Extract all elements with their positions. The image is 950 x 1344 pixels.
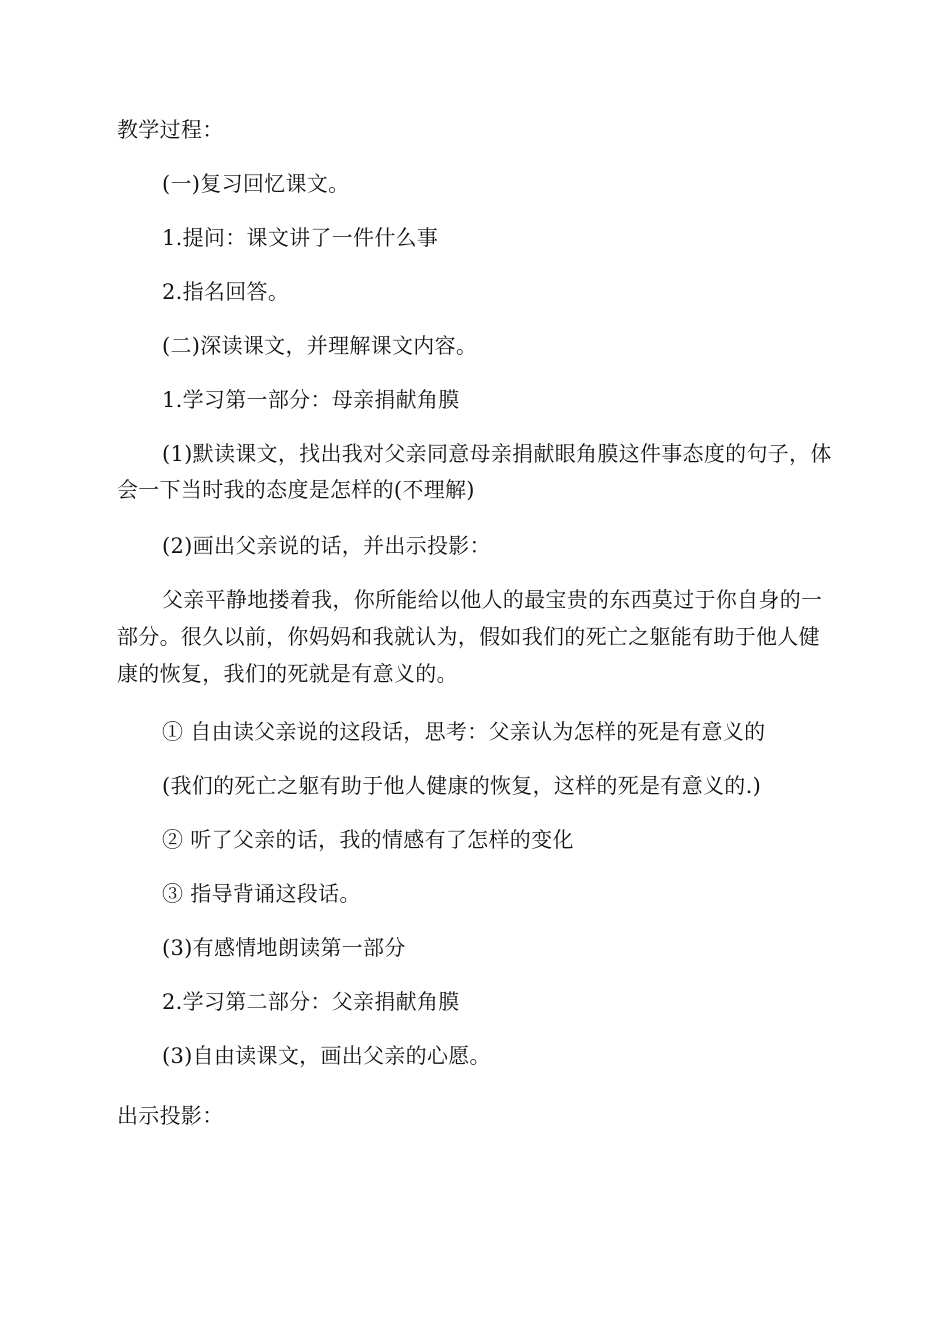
- paragraph-free-reading: (3)自由读课文，画出父亲的心愿。: [162, 1044, 491, 1068]
- paragraph-step-1: ① 自由读父亲说的这段话，思考：父亲认为怎样的死是有意义的: [162, 720, 766, 744]
- paragraph-show-projection: 出示投影：: [117, 1104, 224, 1128]
- paragraph-deep-reading: (二)深读课文，并理解课文内容。: [162, 334, 478, 358]
- paragraph-answer: 2.指名回答。: [162, 280, 290, 304]
- paragraph-step-2: ② 听了父亲的话，我的情感有了怎样的变化: [162, 828, 574, 852]
- paragraph-part-one: 1.学习第一部分：母亲捐献角膜: [162, 388, 460, 412]
- paragraph-part-two: 2.学习第二部分：父亲捐献角膜: [162, 990, 460, 1014]
- paragraph-question: 1.提问：课文讲了一件什么事: [162, 226, 439, 250]
- paragraph-father-words: (2)画出父亲说的话，并出示投影：: [162, 534, 491, 558]
- paragraph-silent-reading: (1)默读课文，找出我对父亲同意母亲捐献眼角膜这件事态度的句子，体会一下当时我的态度是怎样的(不理解): [117, 442, 832, 502]
- paragraph-read-aloud: (3)有感情地朗读第一部分: [162, 936, 406, 960]
- paragraph-step-1-answer: (我们的死亡之躯有助于他人健康的恢复，这样的死是有意义的.): [162, 774, 762, 798]
- paragraph-review: (一)复习回忆课文。: [162, 172, 350, 196]
- paragraph-step-3: ③ 指导背诵这段话。: [162, 882, 361, 906]
- paragraph-quote: 父亲平静地搂着我，你所能给以他人的最宝贵的东西莫过于你自身的一部分。很久以前，你妈妈和我就认为，假如我们的死亡之躯能有助于他人健康的恢复，我们的死就是有意义的。: [117, 588, 823, 686]
- section-heading: 教学过程：: [117, 118, 224, 142]
